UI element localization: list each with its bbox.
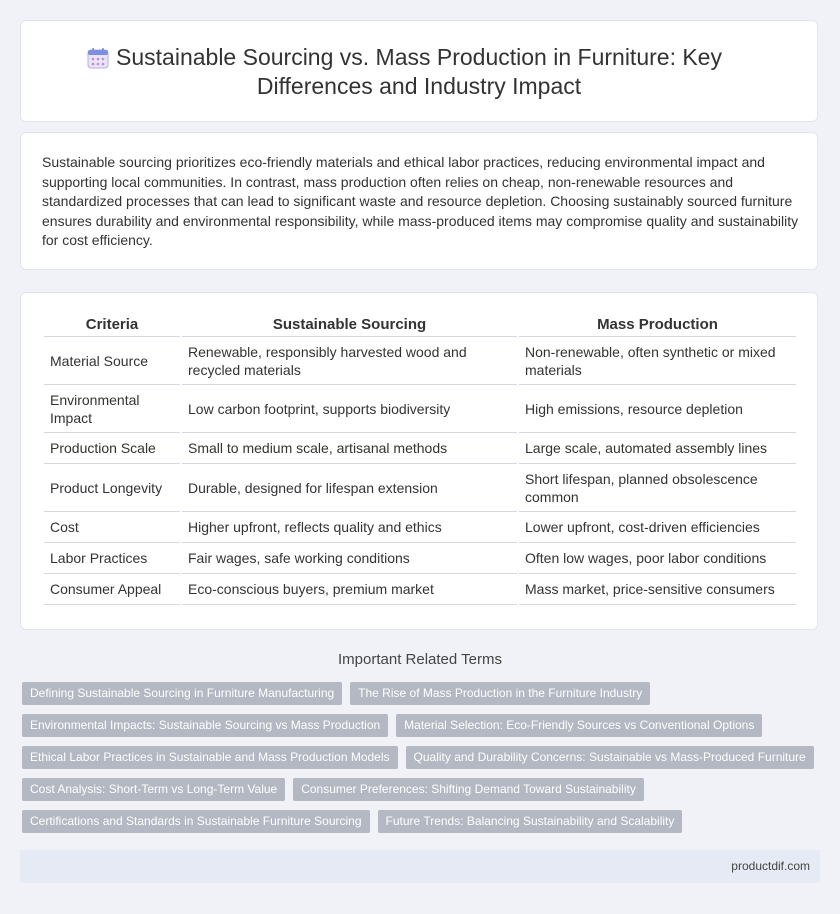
table-row [44, 543, 796, 574]
table-cell: High emissions, resource depletion [519, 385, 796, 433]
related-term-tag[interactable]: Cost Analysis: Short-Term vs Long-Term Value [22, 778, 285, 801]
table-cell: Consumer Appeal [44, 574, 180, 605]
table-cell: Material Source [44, 337, 180, 385]
related-term-tag[interactable]: Material Selection: Eco-Friendly Sources vs Conventional Options [396, 714, 762, 737]
table-cell: Often low wages, poor labor conditions [519, 543, 796, 574]
table-cell: Labor Practices [44, 543, 180, 574]
related-term-tag[interactable]: Future Trends: Balancing Sustainability and Scalability [378, 810, 683, 833]
related-terms-heading: Important Related Terms [338, 651, 502, 668]
related-term-tag[interactable]: Quality and Durability Concerns: Sustainable vs Mass-Produced Furniture [406, 746, 814, 769]
column-header-sustainable: Sustainable Sourcing [182, 313, 517, 337]
table-cell: Product Longevity [44, 464, 180, 512]
footer-site-link[interactable]: productdif.com [731, 859, 810, 873]
table-row [44, 337, 796, 385]
table-cell: Large scale, automated assembly lines [519, 433, 796, 464]
related-term-tag[interactable]: Certifications and Standards in Sustainable Furniture Sourcing [22, 810, 370, 833]
related-term-tag[interactable]: Ethical Labor Practices in Sustainable and Mass Production Models [22, 746, 398, 769]
related-terms-list [22, 682, 822, 842]
table-row [44, 433, 796, 464]
table-cell: Mass market, price-sensitive consumers [519, 574, 796, 605]
table-cell: Environmental Impact [44, 385, 180, 433]
table-row [44, 574, 796, 605]
summary-card [20, 132, 818, 270]
footer [20, 850, 820, 883]
related-term-tag[interactable]: The Rise of Mass Production in the Furniture Industry [350, 682, 650, 705]
table-row [44, 464, 796, 512]
table-cell: Production Scale [44, 433, 180, 464]
comparison-table [42, 313, 798, 605]
header-card [20, 20, 818, 122]
table-row [44, 512, 796, 543]
table-row [44, 385, 796, 433]
comparison-table-card [20, 292, 818, 630]
table-cell: Eco-conscious buyers, premium market [182, 574, 517, 605]
table-cell: Low carbon footprint, supports biodiversity [182, 385, 517, 433]
table-cell: Higher upfront, reflects quality and ethics [182, 512, 517, 543]
table-cell: Fair wages, safe working conditions [182, 543, 517, 574]
table-cell: Short lifespan, planned obsolescence common [519, 464, 796, 512]
column-header-mass: Mass Production [519, 313, 796, 337]
table-cell: Non-renewable, often synthetic or mixed materials [519, 337, 796, 385]
page-title: Sustainable Sourcing vs. Mass Production in Furniture: Key Differences and Industry Impact [116, 44, 722, 99]
column-header-criteria: Criteria [44, 313, 180, 337]
table-cell: Cost [44, 512, 180, 543]
table-cell: Small to medium scale, artisanal methods [182, 433, 517, 464]
table-cell: Renewable, responsibly harvested wood and recycled materials [182, 337, 517, 385]
related-term-tag[interactable]: Defining Sustainable Sourcing in Furniture Manufacturing [22, 682, 342, 705]
table-cell: Lower upfront, cost-driven efficiencies [519, 512, 796, 543]
summary-text: Sustainable sourcing prioritizes eco-friendly materials and ethical labor practices, reducing environmental impact and supporting local communities. In contrast, mass production often relies on cheap, non-renewable resources and standardized processes that can lead to significant waste and resource depletion. Choosing sustainably sourced furniture ensures durability and environmental responsibility, while mass-produced items may compromise quality and sustainability for cost efficiency. [42, 154, 799, 248]
related-term-tag[interactable]: Consumer Preferences: Shifting Demand Toward Sustainability [293, 778, 644, 801]
related-term-tag[interactable]: Environmental Impacts: Sustainable Sourcing vs Mass Production [22, 714, 388, 737]
table-cell: Durable, designed for lifespan extension [182, 464, 517, 512]
